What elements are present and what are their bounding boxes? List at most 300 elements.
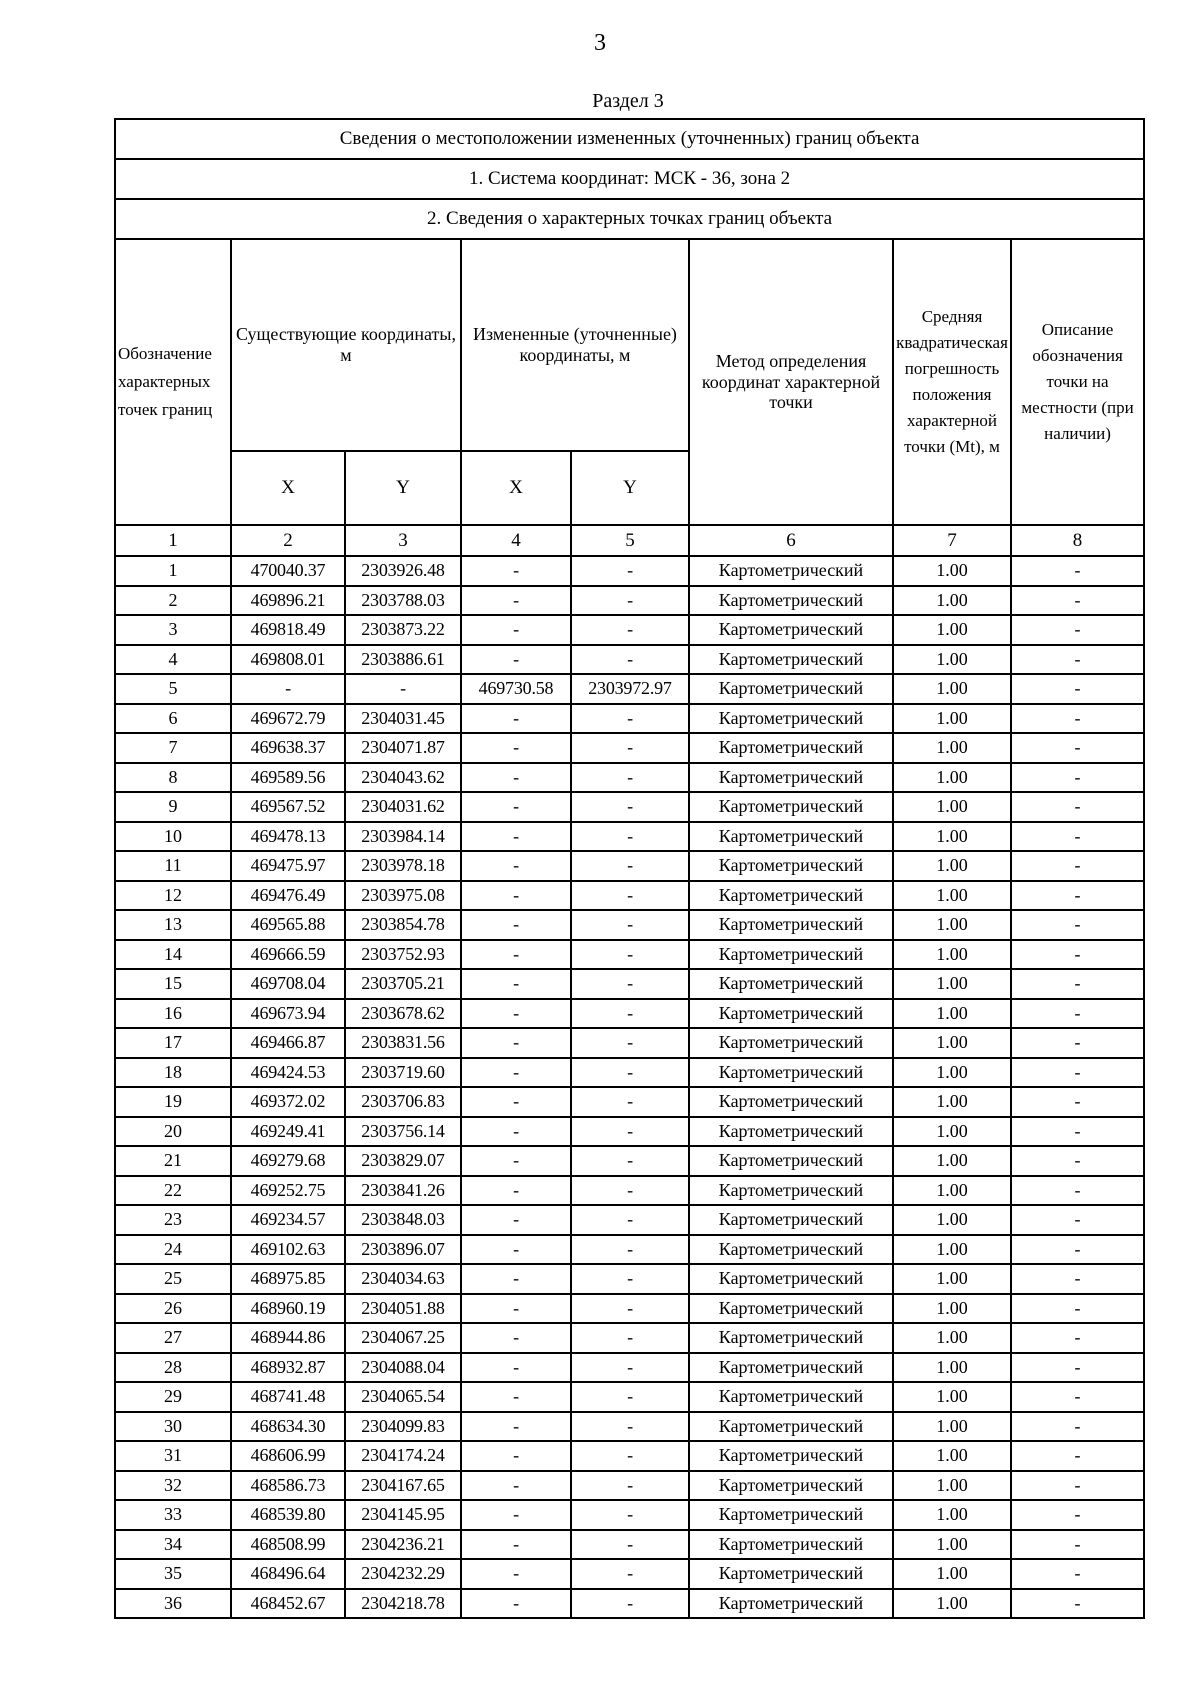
changed-y-cell: - [571, 910, 689, 940]
table-row [115, 1530, 1144, 1560]
existing-x-cell: 469567.52 [231, 792, 345, 822]
table-row [115, 822, 1144, 852]
description-cell: - [1011, 910, 1144, 940]
point-number-cell: 5 [115, 674, 231, 704]
changed-x-cell: - [461, 1117, 571, 1147]
table-row [115, 615, 1144, 645]
point-number-cell: 28 [115, 1353, 231, 1383]
changed-y-cell: - [571, 615, 689, 645]
changed-x-cell: - [461, 1353, 571, 1383]
changed-y-cell: - [571, 1176, 689, 1206]
point-number-cell: 17 [115, 1028, 231, 1058]
changed-y-cell: - [571, 1441, 689, 1471]
existing-x-cell: 468508.99 [231, 1530, 345, 1560]
table-row [115, 792, 1144, 822]
changed-x-cell: - [461, 586, 571, 616]
existing-y-cell: 2304218.78 [345, 1589, 461, 1619]
changed-x-cell: - [461, 1294, 571, 1324]
error-cell: 1.00 [893, 586, 1011, 616]
existing-x-cell: 468452.67 [231, 1589, 345, 1619]
existing-y-cell: 2303752.93 [345, 940, 461, 970]
changed-x-cell: - [461, 1559, 571, 1589]
description-cell: - [1011, 851, 1144, 881]
error-cell: 1.00 [893, 1087, 1011, 1117]
method-cell: Картометрический [689, 1530, 893, 1560]
header-changed-x: X [461, 451, 571, 525]
existing-x-cell: 469666.59 [231, 940, 345, 970]
error-cell: 1.00 [893, 1146, 1011, 1176]
existing-x-cell: 468960.19 [231, 1294, 345, 1324]
description-cell: - [1011, 556, 1144, 586]
header-error: Средняя квадратическая погрешность положения характерной точки (Mt), м [893, 239, 1011, 525]
point-number-cell: 30 [115, 1412, 231, 1442]
existing-x-cell: 468606.99 [231, 1441, 345, 1471]
existing-x-cell: 469896.21 [231, 586, 345, 616]
changed-x-cell: - [461, 1146, 571, 1176]
existing-x-cell: 468634.30 [231, 1412, 345, 1442]
header-changed-coords: Измененные (уточненные) координаты, м [461, 239, 689, 451]
existing-y-cell: 2303886.61 [345, 645, 461, 675]
changed-y-cell: - [571, 1087, 689, 1117]
existing-y-cell: 2303841.26 [345, 1176, 461, 1206]
changed-x-cell: - [461, 1530, 571, 1560]
section-title: Раздел 3 [592, 90, 664, 112]
existing-y-cell: 2304067.25 [345, 1323, 461, 1353]
point-number-cell: 14 [115, 940, 231, 970]
description-cell: - [1011, 1235, 1144, 1265]
description-cell: - [1011, 940, 1144, 970]
error-cell: 1.00 [893, 645, 1011, 675]
point-number-cell: 11 [115, 851, 231, 881]
changed-x-cell: - [461, 851, 571, 881]
changed-x-cell: 469730.58 [461, 674, 571, 704]
existing-x-cell: 469565.88 [231, 910, 345, 940]
existing-y-cell: 2303706.83 [345, 1087, 461, 1117]
point-number-cell: 36 [115, 1589, 231, 1619]
changed-x-cell: - [461, 645, 571, 675]
point-number-cell: 31 [115, 1441, 231, 1471]
table-row [115, 969, 1144, 999]
changed-x-cell: - [461, 1205, 571, 1235]
existing-y-cell: 2303978.18 [345, 851, 461, 881]
table-row [115, 851, 1144, 881]
changed-x-cell: - [461, 1382, 571, 1412]
point-number-cell: 21 [115, 1146, 231, 1176]
table-row [115, 733, 1144, 763]
column-number: 2 [231, 525, 345, 556]
changed-y-cell: - [571, 1117, 689, 1147]
existing-x-cell: 468975.85 [231, 1264, 345, 1294]
description-cell: - [1011, 1382, 1144, 1412]
description-cell: - [1011, 1205, 1144, 1235]
existing-y-cell: 2303975.08 [345, 881, 461, 911]
table-row [115, 1176, 1144, 1206]
boundary-points-table [114, 118, 1145, 1619]
method-cell: Картометрический [689, 1353, 893, 1383]
existing-y-cell: 2303873.22 [345, 615, 461, 645]
description-cell: - [1011, 1294, 1144, 1324]
error-cell: 1.00 [893, 940, 1011, 970]
table-row [115, 1500, 1144, 1530]
existing-x-cell: 468741.48 [231, 1382, 345, 1412]
changed-y-cell: - [571, 1235, 689, 1265]
table-row [115, 1087, 1144, 1117]
method-cell: Картометрический [689, 1058, 893, 1088]
header-designation: Обозначение характерных точек границ [115, 239, 231, 525]
existing-y-cell: 2304034.63 [345, 1264, 461, 1294]
error-cell: 1.00 [893, 910, 1011, 940]
description-cell: - [1011, 1500, 1144, 1530]
header-existing-coords: Существующие координаты, м [231, 239, 461, 451]
method-cell: Картометрический [689, 1589, 893, 1619]
changed-y-cell: - [571, 704, 689, 734]
existing-y-cell: 2303756.14 [345, 1117, 461, 1147]
error-cell: 1.00 [893, 969, 1011, 999]
existing-y-cell: 2303984.14 [345, 822, 461, 852]
table-row [115, 1205, 1144, 1235]
table-row [115, 704, 1144, 734]
description-cell: - [1011, 1471, 1144, 1501]
error-cell: 1.00 [893, 615, 1011, 645]
method-cell: Картометрический [689, 1382, 893, 1412]
method-cell: Картометрический [689, 881, 893, 911]
method-cell: Картометрический [689, 1117, 893, 1147]
description-cell: - [1011, 1087, 1144, 1117]
error-cell: 1.00 [893, 1530, 1011, 1560]
existing-y-cell: 2303829.07 [345, 1146, 461, 1176]
method-cell: Картометрический [689, 1087, 893, 1117]
changed-y-cell: - [571, 1412, 689, 1442]
table-row [115, 674, 1144, 704]
method-cell: Картометрический [689, 556, 893, 586]
changed-y-cell: 2303972.97 [571, 674, 689, 704]
existing-x-cell: 469589.56 [231, 763, 345, 793]
changed-y-cell: - [571, 1264, 689, 1294]
changed-y-cell: - [571, 969, 689, 999]
point-number-cell: 6 [115, 704, 231, 734]
error-cell: 1.00 [893, 1264, 1011, 1294]
changed-x-cell: - [461, 881, 571, 911]
point-number-cell: 29 [115, 1382, 231, 1412]
method-cell: Картометрический [689, 1028, 893, 1058]
point-number-cell: 4 [115, 645, 231, 675]
table-row [115, 645, 1144, 675]
table-row [115, 1058, 1144, 1088]
changed-y-cell: - [571, 586, 689, 616]
description-cell: - [1011, 615, 1144, 645]
changed-y-cell: - [571, 556, 689, 586]
table-row [115, 1323, 1144, 1353]
error-cell: 1.00 [893, 1589, 1011, 1619]
description-cell: - [1011, 999, 1144, 1029]
changed-x-cell: - [461, 704, 571, 734]
method-cell: Картометрический [689, 1471, 893, 1501]
changed-x-cell: - [461, 1471, 571, 1501]
column-number: 3 [345, 525, 461, 556]
error-cell: 1.00 [893, 1176, 1011, 1206]
changed-y-cell: - [571, 1589, 689, 1619]
method-cell: Картометрический [689, 586, 893, 616]
existing-x-cell: 469673.94 [231, 999, 345, 1029]
method-cell: Картометрический [689, 822, 893, 852]
table-body [115, 556, 1144, 1618]
changed-x-cell: - [461, 763, 571, 793]
point-number-cell: 25 [115, 1264, 231, 1294]
existing-y-cell: 2303896.07 [345, 1235, 461, 1265]
description-cell: - [1011, 733, 1144, 763]
error-cell: 1.00 [893, 792, 1011, 822]
existing-x-cell: 468944.86 [231, 1323, 345, 1353]
point-number-cell: 13 [115, 910, 231, 940]
error-cell: 1.00 [893, 1205, 1011, 1235]
method-cell: Картометрический [689, 615, 893, 645]
existing-y-cell: 2304031.62 [345, 792, 461, 822]
existing-y-cell: 2303926.48 [345, 556, 461, 586]
changed-y-cell: - [571, 1146, 689, 1176]
existing-x-cell: 469476.49 [231, 881, 345, 911]
point-number-cell: 3 [115, 615, 231, 645]
changed-x-cell: - [461, 822, 571, 852]
points-heading: 2. Сведения о характерных точках границ объекта [115, 199, 1144, 239]
table-row [115, 556, 1144, 586]
changed-x-cell: - [461, 1176, 571, 1206]
changed-y-cell: - [571, 1471, 689, 1501]
changed-x-cell: - [461, 1058, 571, 1088]
changed-y-cell: - [571, 999, 689, 1029]
existing-x-cell: 468586.73 [231, 1471, 345, 1501]
point-number-cell: 1 [115, 556, 231, 586]
column-number: 1 [115, 525, 231, 556]
changed-x-cell: - [461, 1500, 571, 1530]
table-row [115, 1294, 1144, 1324]
existing-x-cell: 469475.97 [231, 851, 345, 881]
table-row [115, 881, 1144, 911]
error-cell: 1.00 [893, 1294, 1011, 1324]
error-cell: 1.00 [893, 999, 1011, 1029]
existing-y-cell: 2304167.65 [345, 1471, 461, 1501]
header-description: Описание обозначения точки на местности (при наличии) [1011, 239, 1144, 525]
description-cell: - [1011, 1028, 1144, 1058]
existing-x-cell: 469424.53 [231, 1058, 345, 1088]
changed-y-cell: - [571, 1382, 689, 1412]
existing-x-cell: 469818.49 [231, 615, 345, 645]
point-number-cell: 16 [115, 999, 231, 1029]
changed-x-cell: - [461, 1028, 571, 1058]
description-cell: - [1011, 1530, 1144, 1560]
table-row [115, 1117, 1144, 1147]
error-cell: 1.00 [893, 1028, 1011, 1058]
method-cell: Картометрический [689, 1146, 893, 1176]
method-cell: Картометрический [689, 1264, 893, 1294]
method-cell: Картометрический [689, 940, 893, 970]
method-cell: Картометрический [689, 704, 893, 734]
existing-y-cell: 2303788.03 [345, 586, 461, 616]
method-cell: Картометрический [689, 645, 893, 675]
error-cell: 1.00 [893, 733, 1011, 763]
method-cell: Картометрический [689, 1323, 893, 1353]
description-cell: - [1011, 586, 1144, 616]
existing-x-cell: 468539.80 [231, 1500, 345, 1530]
description-cell: - [1011, 1146, 1144, 1176]
method-cell: Картометрический [689, 763, 893, 793]
changed-y-cell: - [571, 1353, 689, 1383]
changed-x-cell: - [461, 910, 571, 940]
changed-x-cell: - [461, 1235, 571, 1265]
method-cell: Картометрический [689, 733, 893, 763]
existing-x-cell: 469708.04 [231, 969, 345, 999]
existing-x-cell: 469249.41 [231, 1117, 345, 1147]
changed-y-cell: - [571, 1028, 689, 1058]
existing-y-cell: 2303719.60 [345, 1058, 461, 1088]
error-cell: 1.00 [893, 1412, 1011, 1442]
description-cell: - [1011, 1559, 1144, 1589]
error-cell: 1.00 [893, 1441, 1011, 1471]
changed-x-cell: - [461, 733, 571, 763]
description-cell: - [1011, 1441, 1144, 1471]
changed-x-cell: - [461, 1087, 571, 1117]
changed-y-cell: - [571, 1500, 689, 1530]
table-row [115, 1471, 1144, 1501]
coordinate-system: 1. Система координат: МСК - 36, зона 2 [115, 159, 1144, 199]
existing-x-cell: 469279.68 [231, 1146, 345, 1176]
point-number-cell: 34 [115, 1530, 231, 1560]
changed-x-cell: - [461, 1323, 571, 1353]
changed-y-cell: - [571, 881, 689, 911]
table-row [115, 1559, 1144, 1589]
point-number-cell: 10 [115, 822, 231, 852]
error-cell: 1.00 [893, 822, 1011, 852]
method-cell: Картометрический [689, 1500, 893, 1530]
error-cell: 1.00 [893, 881, 1011, 911]
existing-y-cell: 2303854.78 [345, 910, 461, 940]
existing-y-cell: 2304031.45 [345, 704, 461, 734]
changed-x-cell: - [461, 1264, 571, 1294]
description-cell: - [1011, 674, 1144, 704]
changed-y-cell: - [571, 1559, 689, 1589]
error-cell: 1.00 [893, 1058, 1011, 1088]
table-row [115, 763, 1144, 793]
existing-x-cell: 469102.63 [231, 1235, 345, 1265]
description-cell: - [1011, 969, 1144, 999]
changed-x-cell: - [461, 792, 571, 822]
existing-y-cell: 2304145.95 [345, 1500, 461, 1530]
table-row [115, 1235, 1144, 1265]
table-row [115, 1589, 1144, 1619]
table-row [115, 1146, 1144, 1176]
existing-y-cell: 2303831.56 [345, 1028, 461, 1058]
changed-x-cell: - [461, 969, 571, 999]
description-cell: - [1011, 645, 1144, 675]
description-cell: - [1011, 1058, 1144, 1088]
error-cell: 1.00 [893, 851, 1011, 881]
method-cell: Картометрический [689, 674, 893, 704]
description-cell: - [1011, 792, 1144, 822]
changed-y-cell: - [571, 763, 689, 793]
point-number-cell: 20 [115, 1117, 231, 1147]
existing-y-cell: 2303848.03 [345, 1205, 461, 1235]
point-number-cell: 35 [115, 1559, 231, 1589]
method-cell: Картометрический [689, 1559, 893, 1589]
existing-y-cell: - [345, 674, 461, 704]
point-number-cell: 2 [115, 586, 231, 616]
changed-x-cell: - [461, 940, 571, 970]
method-cell: Картометрический [689, 792, 893, 822]
point-number-cell: 32 [115, 1471, 231, 1501]
description-cell: - [1011, 1589, 1144, 1619]
existing-x-cell: 469808.01 [231, 645, 345, 675]
changed-y-cell: - [571, 1058, 689, 1088]
changed-y-cell: - [571, 733, 689, 763]
existing-x-cell: 468496.64 [231, 1559, 345, 1589]
point-number-cell: 7 [115, 733, 231, 763]
existing-x-cell: - [231, 674, 345, 704]
existing-y-cell: 2304236.21 [345, 1530, 461, 1560]
existing-x-cell: 469638.37 [231, 733, 345, 763]
existing-y-cell: 2303678.62 [345, 999, 461, 1029]
method-cell: Картометрический [689, 969, 893, 999]
point-number-cell: 9 [115, 792, 231, 822]
description-cell: - [1011, 822, 1144, 852]
table-row [115, 910, 1144, 940]
description-cell: - [1011, 704, 1144, 734]
existing-y-cell: 2304174.24 [345, 1441, 461, 1471]
changed-x-cell: - [461, 1441, 571, 1471]
page-number: 3 [594, 30, 606, 56]
table-row [115, 586, 1144, 616]
description-cell: - [1011, 1353, 1144, 1383]
existing-y-cell: 2304065.54 [345, 1382, 461, 1412]
method-cell: Картометрический [689, 1294, 893, 1324]
method-cell: Картометрический [689, 1205, 893, 1235]
point-number-cell: 23 [115, 1205, 231, 1235]
header-method: Метод определения координат характерной точки [689, 239, 893, 525]
point-number-cell: 22 [115, 1176, 231, 1206]
changed-y-cell: - [571, 1294, 689, 1324]
point-number-cell: 8 [115, 763, 231, 793]
existing-y-cell: 2304043.62 [345, 763, 461, 793]
table-title: Сведения о местоположении измененных (уточненных) границ объекта [115, 119, 1144, 159]
description-cell: - [1011, 763, 1144, 793]
error-cell: 1.00 [893, 1382, 1011, 1412]
changed-y-cell: - [571, 851, 689, 881]
description-cell: - [1011, 1412, 1144, 1442]
point-number-cell: 33 [115, 1500, 231, 1530]
column-number: 7 [893, 525, 1011, 556]
changed-x-cell: - [461, 556, 571, 586]
error-cell: 1.00 [893, 556, 1011, 586]
header-existing-y: Y [345, 451, 461, 525]
description-cell: - [1011, 1264, 1144, 1294]
existing-x-cell: 469672.79 [231, 704, 345, 734]
table-row [115, 1028, 1144, 1058]
existing-x-cell: 470040.37 [231, 556, 345, 586]
changed-y-cell: - [571, 792, 689, 822]
changed-y-cell: - [571, 1323, 689, 1353]
column-number: 4 [461, 525, 571, 556]
error-cell: 1.00 [893, 704, 1011, 734]
existing-y-cell: 2304099.83 [345, 1412, 461, 1442]
method-cell: Картометрический [689, 1235, 893, 1265]
error-cell: 1.00 [893, 1323, 1011, 1353]
existing-y-cell: 2304088.04 [345, 1353, 461, 1383]
method-cell: Картометрический [689, 1176, 893, 1206]
table-row [115, 1382, 1144, 1412]
description-cell: - [1011, 1176, 1144, 1206]
existing-y-cell: 2303705.21 [345, 969, 461, 999]
error-cell: 1.00 [893, 1471, 1011, 1501]
existing-x-cell: 469234.57 [231, 1205, 345, 1235]
point-number-cell: 15 [115, 969, 231, 999]
